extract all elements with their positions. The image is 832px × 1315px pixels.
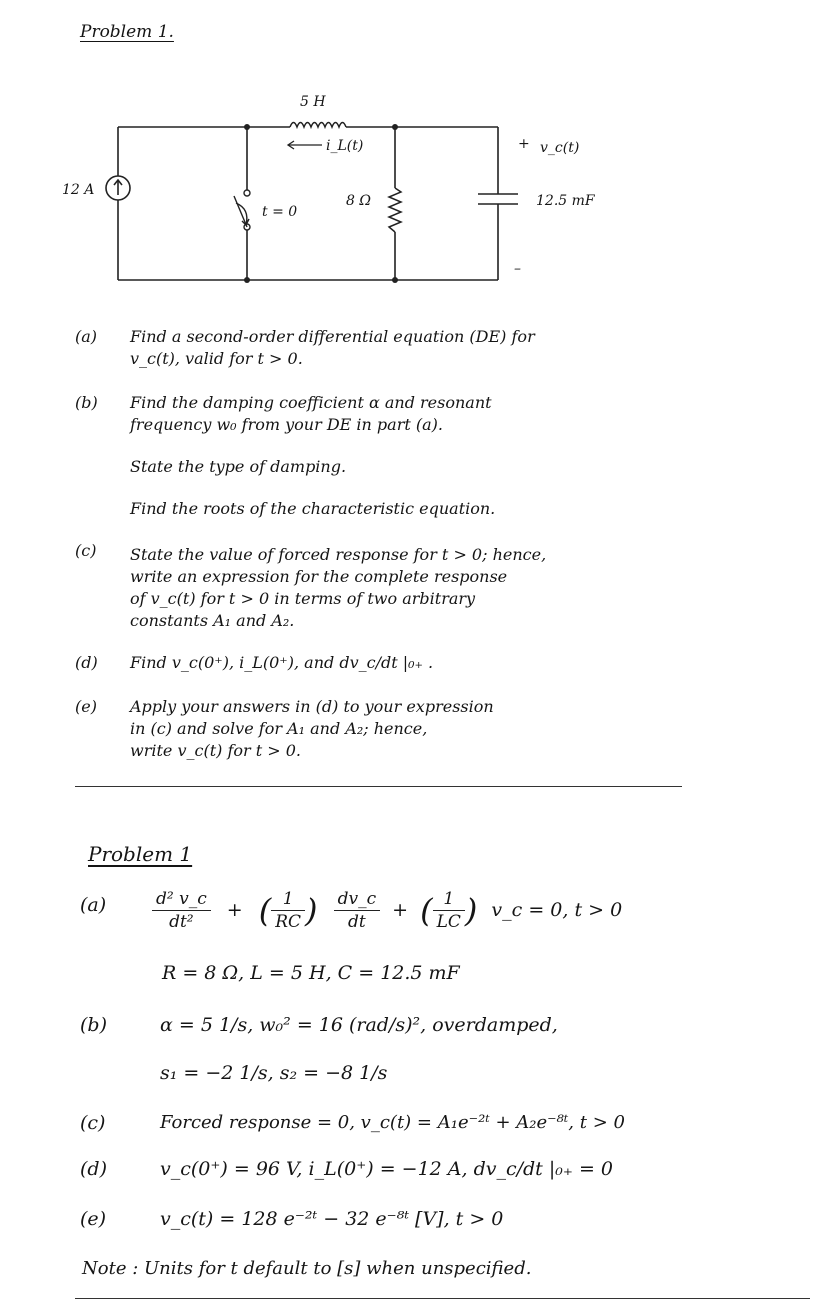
question-line: frequency w₀ from your DE in part (a). (130, 415, 443, 434)
solution-d-text: v_c(0⁺) = 96 V, i_L(0⁺) = −12 A, dv_c/dt |₀₊ = 0 (160, 1158, 613, 1180)
resistor-label: 8 Ω (346, 193, 371, 209)
voltage-minus: – (514, 261, 521, 277)
solution-a-values: R = 8 Ω, L = 5 H, C = 12.5 mF (162, 962, 460, 984)
section-divider (75, 786, 682, 787)
voltage-plus: + (518, 136, 530, 152)
question-line: State the value of forced response for t > 0; hence, (130, 545, 547, 564)
solution-b-line2: s₁ = −2 1/s, s₂ = −8 1/s (160, 1062, 388, 1084)
solution-a-equation: $\frac{\text{d² v\_c}}{\text{dt²}}$ + ( $\frac{1}{RC}$ ) $\frac{dv\_c}{dt}$ + ( $\frac{1}{LC}$ ) v_c = 0, t > 0 (152, 888, 622, 933)
voltage-label: v_c(t) (540, 140, 580, 156)
question-line: v_c(t), valid for t > 0. (130, 349, 303, 368)
question-line: Find v_c(0⁺), i_L(0⁺), and dv_c/dt |₀₊ . (130, 653, 434, 672)
inductor-current-arrow (288, 141, 322, 149)
equation-tail: v_c = 0, t > 0 (491, 898, 623, 921)
frac-denominator: LC (436, 912, 461, 932)
question-line: Find the damping coefficient α and resonant (130, 393, 492, 412)
inductor-label: 5 H (300, 94, 326, 110)
question-line: Find the roots of the characteristic equation. (130, 499, 496, 518)
frac-denominator: RC (275, 912, 302, 932)
solution-e-letter: (e) (80, 1208, 107, 1230)
question-line: State the type of damping. (130, 457, 347, 476)
solution-heading: Problem 1 (88, 842, 193, 866)
question-letter: (b) (75, 393, 98, 412)
inductor-current-label: i_L(t) (326, 138, 364, 154)
inductor (290, 123, 346, 128)
solution-b-line1: α = 5 1/s, w₀² = 16 (rad/s)², overdamped, (160, 1014, 558, 1036)
source-label: 12 A (62, 182, 95, 198)
solution-d-letter: (d) (80, 1158, 107, 1180)
question-line: constants A₁ and A₂. (130, 611, 295, 630)
resistor (389, 188, 401, 232)
frac-numerator: 1 (433, 888, 465, 911)
plus-sign: + (392, 898, 409, 921)
solution-c-text: Forced response = 0, v_c(t) = A₁e⁻²ᵗ + A₂e⁻⁸ᵗ, t > 0 (160, 1112, 625, 1133)
bottom-divider (75, 1298, 810, 1299)
circuit-wires (118, 127, 498, 280)
question-letter: (c) (75, 541, 97, 560)
frac-numerator: dv_c (334, 888, 381, 911)
capacitor (478, 194, 518, 204)
frac-numerator: 1 (271, 888, 305, 911)
solution-e-text: v_c(t) = 128 e⁻²ᵗ − 32 e⁻⁸ᵗ [V], t > 0 (160, 1208, 504, 1230)
question-letter: (e) (75, 697, 97, 716)
circuit-diagram (0, 0, 832, 320)
question-line: write an expression for the complete response (130, 567, 508, 586)
question-line: of v_c(t) for t > 0 in terms of two arbitrary (130, 589, 476, 608)
question-letter: (d) (75, 653, 98, 672)
problem-heading: Problem 1. (80, 22, 174, 42)
solution-a-letter: (a) (80, 894, 107, 916)
solution-c-letter: (c) (80, 1112, 106, 1134)
solution-note: Note : Units for t default to [s] when unspecified. (82, 1258, 532, 1279)
question-line: Apply your answers in (d) to your expression (130, 697, 494, 716)
frac-denominator: dt² (169, 912, 194, 932)
current-source (106, 176, 130, 200)
frac-numerator: d² v_c (152, 888, 211, 911)
question-letter: (a) (75, 327, 98, 346)
plus-sign: + (226, 898, 243, 921)
solution-b-letter: (b) (80, 1014, 107, 1036)
question-line: Find a second-order differential equation (DE) for (130, 327, 535, 346)
question-line: in (c) and solve for A₁ and A₂; hence, (130, 719, 428, 738)
capacitor-label: 12.5 mF (536, 193, 595, 209)
question-line: write v_c(t) for t > 0. (130, 741, 302, 760)
switch-label: t = 0 (262, 204, 298, 220)
switch (234, 190, 250, 230)
frac-denominator: dt (347, 912, 366, 932)
